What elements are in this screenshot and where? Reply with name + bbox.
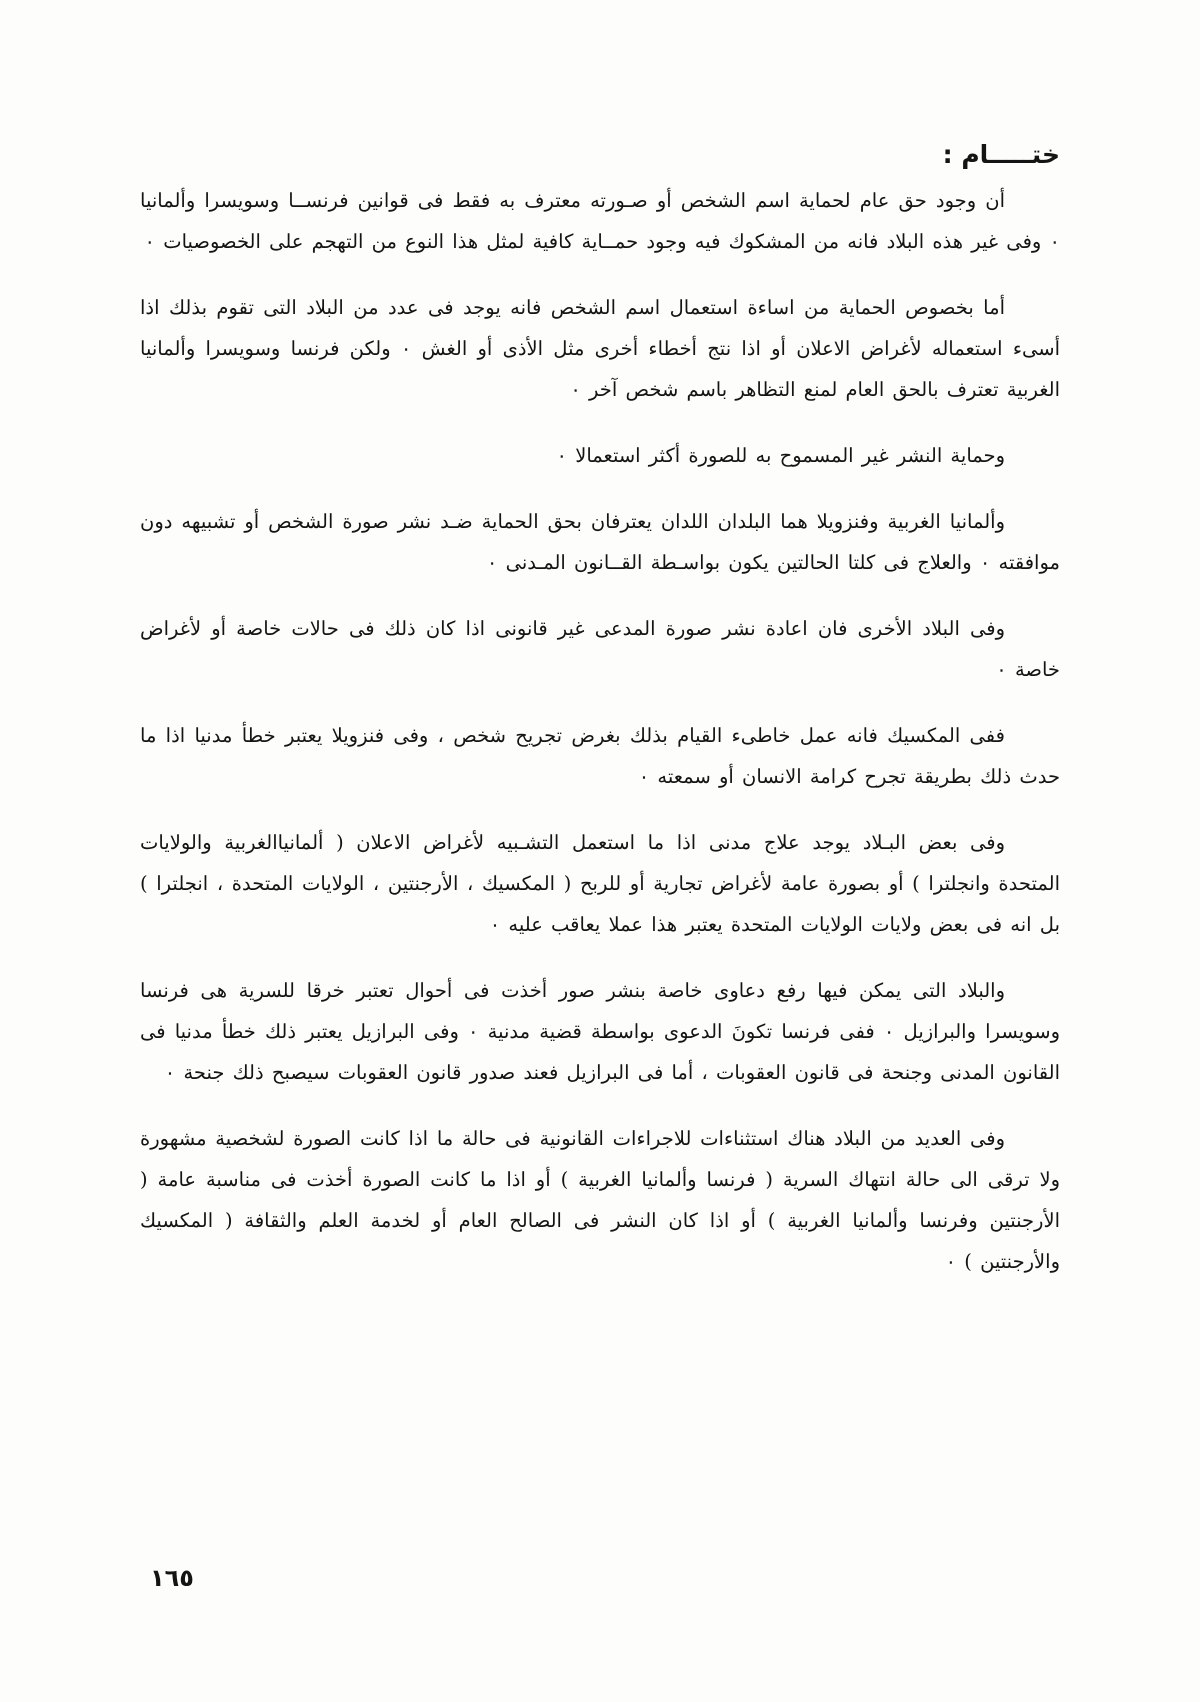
paragraph: أما بخصوص الحماية من اساءة استعمال اسم الشخص فانه يوجد فى عدد من البلاد التى تقوم بذلك اذا أسىء استعماله لأغراض الاعلان أو اذا نتج أخطاء أخرى مثل الأذى أو الغش ٠ ولكن فرنسا وسويسرا وألمانيا الغربية تعترف بالحق العام لمنع التظاهر باسم شخص آخر ٠ [140, 296, 1060, 401]
paragraph: أن وجود حق عام لحماية اسم الشخص أو صـورته معترف به فقط فى قوانين فرنســا وسويسرا وألمانيا ٠ وفى غير هذه البلاد فانه من المشكوك فيه وجود حمــاية كافية لمثل هذا النوع من التهجم على الخصوصيات ٠ [140, 189, 1060, 253]
section-heading: ختـــــام : [942, 140, 1060, 169]
paragraph: وفى العديد من البلاد هناك استثناءات للاجراءات القانونية فى حالة ما اذا كانت الصورة لشخصية مشهورة ولا ترقى الى حالة انتهاك السرية ( فرنسا وألمانيا الغربية ) أو اذا ما كانت الصورة أخذت فى مناسبة عامة ( الأرجنتين وفرنسا وألمانيا الغربية ) أو اذا كان النشر فى الصالح العام أو لخدمة العلم والثقافة ( المكسيك والأرجنتين ) ٠ [140, 1127, 1060, 1273]
paragraph: والبلاد التى يمكن فيها رفع دعاوى خاصة بنشر صور أخذت فى أحوال تعتبر خرقا للسرية هى فرنسا وسويسرا والبرازيل ٠ ففى فرنسا تكونَ الدعوى بواسطة قضية مدنية ٠ وفى البرازيل يعتبر ذلك خطأ مدنيا فى القانون المدنى وجنحة فى قانون العقوبات ، أما فى البرازيل فعند صدور قانون العقوبات سيصبح ذلك جنحة ٠ [140, 979, 1060, 1084]
paragraph: وفى البلاد الأخرى فان اعادة نشر صورة المدعى غير قانونى اذا كان ذلك فى حالات خاصة أو لأغراض خاصة ٠ [140, 617, 1060, 681]
paragraph: وألمانيا الغربية وفنزويلا هما البلدان اللدان يعترفان بحق الحماية ضـد نشر صورة الشخص أو تشبيهه دون موافقته ٠ والعلاج فى كلتا الحالتين يكون بواسـطة القــانون المـدنى ٠ [140, 510, 1060, 574]
paragraph: ففى المكسيك فانه عمل خاطىء القيام بذلك بغرض تجريح شخص ، وفى فنزويلا يعتبر خطأ مدنيا اذا ما حدث ذلك بطريقة تجرح كرامة الانسان أو سمعته ٠ [140, 724, 1060, 788]
page-content [140, 138, 1060, 1307]
page-number: ١٦٥ [150, 1564, 194, 1592]
paragraph: وفى بعض البـلاد يوجد علاج مدنى اذا ما استعمل التشـبيه لأغراض الاعلان ( ألمانياالغربية والولايات المتحدة وانجلترا ) أو بصورة عامة لأغراض تجارية أو للربح ( المكسيك ، الأرجنتين ، الولايات المتحدة ، انجلترا ) بل انه فى بعض ولايات الولايات المتحدة يعتبر هذا عملا يعاقب عليه ٠ [140, 831, 1060, 936]
paragraph: وحماية النشر غير المسموح به للصورة أكثر استعمالا ٠ [556, 444, 1005, 467]
